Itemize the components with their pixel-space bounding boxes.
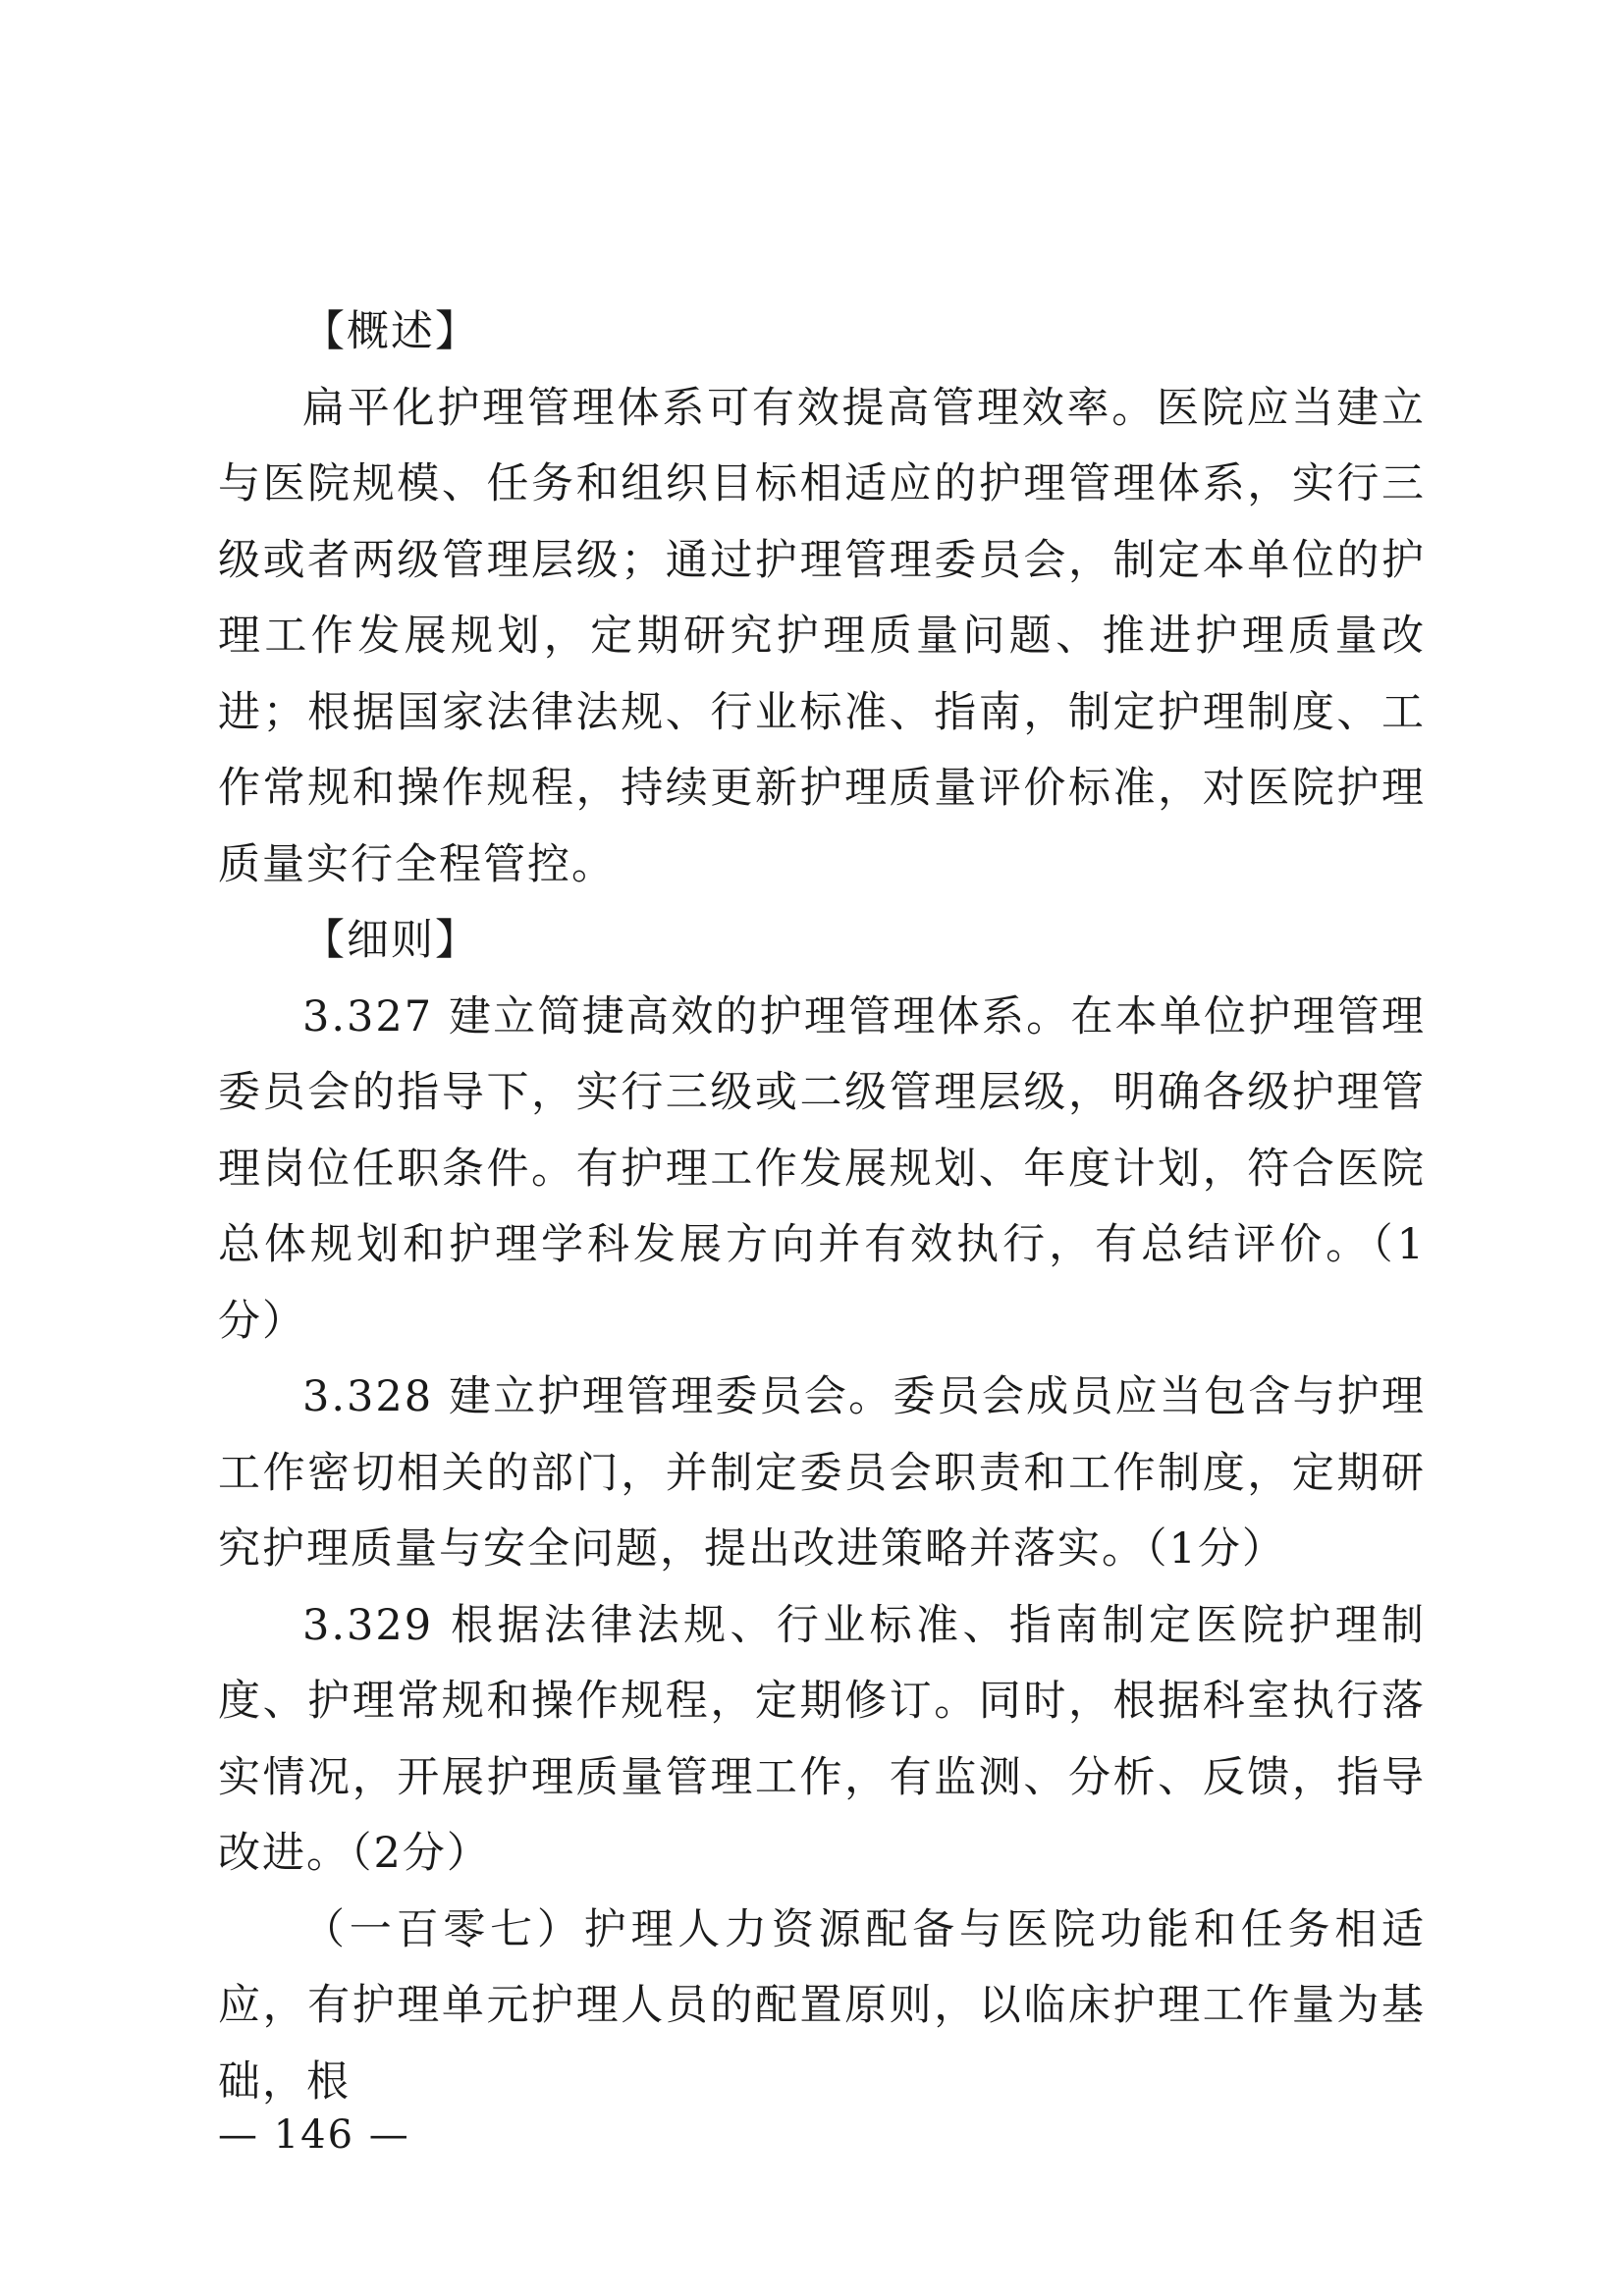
section-heading-details: 【细则】: [302, 916, 479, 965]
paragraph-107: （一百零七）护理人力资源配备与医院功能和任务相适应，有护理单元护理人员的配置原则，以临床护理工作量为基础，根: [218, 1904, 1426, 2107]
paragraph-3-329: 3.329 根据法律法规、行业标准、指南制定医院护理制度、护理常规和操作规程，定期修订。同时，根据科室执行落实情况，开展护理质量管理工作，有监测、分析、反馈，指导改进。（2分）: [218, 1600, 1426, 1878]
page-number: — 146 —: [218, 2112, 410, 2158]
paragraph-overview: 扁平化护理管理体系可有效提高管理效率。医院应当建立与医院规模、任务和组织目标相适应的护理管理体系，实行三级或者两级管理层级；通过护理管理委员会，制定本单位的护理工作发展规划，定期研究护理质量问题、推进护理质量改进；根据国家法律法规、行业标准、指南，制定护理制度、工作常规和操作规程，持续更新护理质量评价标准，对医院护理质量实行全程管控。: [218, 383, 1426, 889]
paragraph-3-327: 3.327 建立简捷高效的护理管理体系。在本单位护理管理委员会的指导下，实行三级或二级管理层级，明确各级护理管理岗位任职条件。有护理工作发展规划、年度计划，符合医院总体规划和护理学科发展方向并有效执行，有总结评价。（1分）: [218, 991, 1426, 1346]
paragraph-3-328: 3.328 建立护理管理委员会。委员会成员应当包含与护理工作密切相关的部门，并制定委员会职责和工作制度，定期研究护理质量与安全问题，提出改进策略并落实。（1分）: [218, 1372, 1426, 1574]
document-body: [218, 294, 1426, 2120]
section-heading-overview: 【概述】: [302, 307, 479, 356]
